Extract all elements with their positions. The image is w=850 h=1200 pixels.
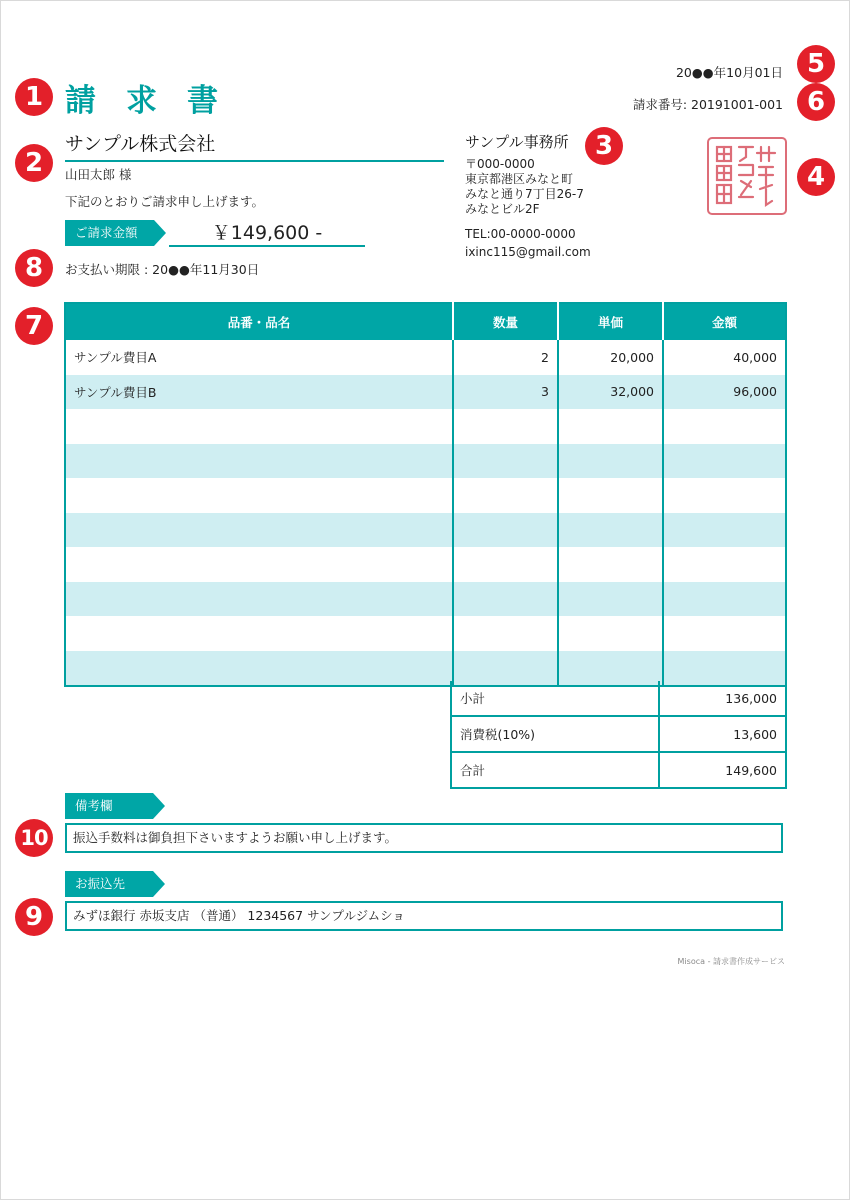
marker-2: 2 <box>15 144 53 182</box>
cell-item: サンプル費目B <box>65 375 453 410</box>
payment-due: お支払い期限 : 20●●年11月30日 <box>65 262 260 277</box>
cell-quantity <box>453 478 558 513</box>
cell-amount <box>663 547 786 582</box>
lead-text: 下記のとおりご請求申し上げます。 <box>65 194 265 209</box>
cell-amount <box>663 478 786 513</box>
title-char: 請 <box>65 83 96 119</box>
title-char: 書 <box>187 83 218 119</box>
cell-item <box>65 582 453 617</box>
cell-item <box>65 478 453 513</box>
title-char: 求 <box>126 83 157 119</box>
totals-table <box>450 681 787 789</box>
address-line: みなと通り7丁目26-7 <box>465 187 584 201</box>
bank-box: みずほ銀行 赤坂支店 （普通） 1234567 サンプルジムショ <box>65 901 783 931</box>
sender-email: ixinc115@gmail.com <box>465 245 591 259</box>
subtotal-row <box>451 681 786 716</box>
table-row <box>65 409 786 444</box>
cell-unit-price <box>558 409 663 444</box>
marker-1: 1 <box>15 78 53 116</box>
invoice-date: 20●●年10月01日 <box>675 65 783 80</box>
cell-item: サンプル費目A <box>74 350 157 366</box>
items-table <box>64 302 787 687</box>
invoice-title <box>65 75 248 120</box>
cell-item <box>65 616 453 651</box>
header-amount: 金額 <box>663 303 786 340</box>
header-item: 品番・品名 <box>65 303 453 340</box>
table-row <box>65 375 786 410</box>
table-row <box>65 513 786 548</box>
marker-4: 4 <box>797 158 835 196</box>
cell-item <box>65 651 453 687</box>
address-line: 東京都港区みなと町 <box>465 172 574 186</box>
cell-quantity <box>453 444 558 479</box>
table-row <box>65 444 786 479</box>
table-row <box>65 340 786 375</box>
address-line: みなとビル2F <box>465 202 540 216</box>
cell-unit-price: 20,000 <box>558 340 663 375</box>
marker-10: 10 <box>15 819 53 857</box>
subtotal-label: 小計 <box>451 681 659 716</box>
cell-item <box>65 513 453 548</box>
marker-8: 8 <box>15 249 53 287</box>
total-value: 149,600 <box>659 752 786 788</box>
cell-unit-price <box>558 582 663 617</box>
cell-amount: 96,000 <box>663 375 786 410</box>
cell-unit-price <box>558 478 663 513</box>
cell-quantity <box>453 409 558 444</box>
sender-tel: TEL:00-0000-0000 <box>465 227 576 241</box>
remarks-label-tag: 備考欄 <box>65 793 153 819</box>
cell-amount <box>663 616 786 651</box>
table-row <box>65 547 786 582</box>
client-person: 山田太郎 様 <box>65 167 132 182</box>
total-row <box>451 752 786 788</box>
cell-quantity <box>453 513 558 548</box>
cell-unit-price <box>558 444 663 479</box>
cell-unit-price <box>558 616 663 651</box>
cell-amount <box>663 444 786 479</box>
cell-quantity <box>453 616 558 651</box>
sender-contact <box>465 225 591 261</box>
cell-amount <box>663 513 786 548</box>
sender-address <box>465 157 584 217</box>
cell-item <box>65 409 453 444</box>
bank-label-tag: お振込先 <box>65 871 153 897</box>
sender-name: サンプル事務所 <box>465 133 569 151</box>
tax-label: 消費税(10%) <box>451 716 659 752</box>
cell-item <box>65 444 453 479</box>
tax-row <box>451 716 786 752</box>
cell-unit-price <box>558 513 663 548</box>
header-unit-price: 単価 <box>558 303 663 340</box>
cell-item <box>65 547 453 582</box>
header-quantity: 数量 <box>453 303 558 340</box>
table-row <box>65 582 786 617</box>
amount-label-tag: ご請求金額 <box>65 220 154 246</box>
cell-quantity <box>453 547 558 582</box>
subtotal-value: 136,000 <box>725 690 777 706</box>
remarks-box: 振込手数料は御負担下さいますようお願い申し上げます。 <box>65 823 783 853</box>
invoice-amount: ￥149,600 - <box>169 221 365 247</box>
table-row <box>65 616 786 651</box>
cell-unit-price: 32,000 <box>558 375 663 410</box>
cell-quantity <box>453 582 558 617</box>
marker-6: 6 <box>797 83 835 121</box>
client-company: サンプル株式会社 <box>65 129 444 162</box>
invoice-number: 請求番号: 20191001-001 <box>632 97 783 112</box>
footer-credit: Misoca - 請求書作成サービス <box>677 957 785 966</box>
marker-7: 7 <box>15 307 53 345</box>
company-seal <box>707 137 787 215</box>
table-row <box>65 478 786 513</box>
cell-amount: 40,000 <box>663 340 786 375</box>
cell-amount <box>663 582 786 617</box>
tax-value: 13,600 <box>659 716 786 752</box>
address-line: 〒000-0000 <box>465 157 535 171</box>
cell-quantity: 2 <box>453 340 558 375</box>
table-header-row <box>65 303 786 340</box>
cell-amount <box>663 409 786 444</box>
marker-9: 9 <box>15 898 53 936</box>
cell-quantity: 3 <box>453 375 558 410</box>
marker-5: 5 <box>797 45 835 83</box>
cell-unit-price <box>558 547 663 582</box>
total-label: 合計 <box>451 752 659 788</box>
marker-3: 3 <box>585 127 623 165</box>
